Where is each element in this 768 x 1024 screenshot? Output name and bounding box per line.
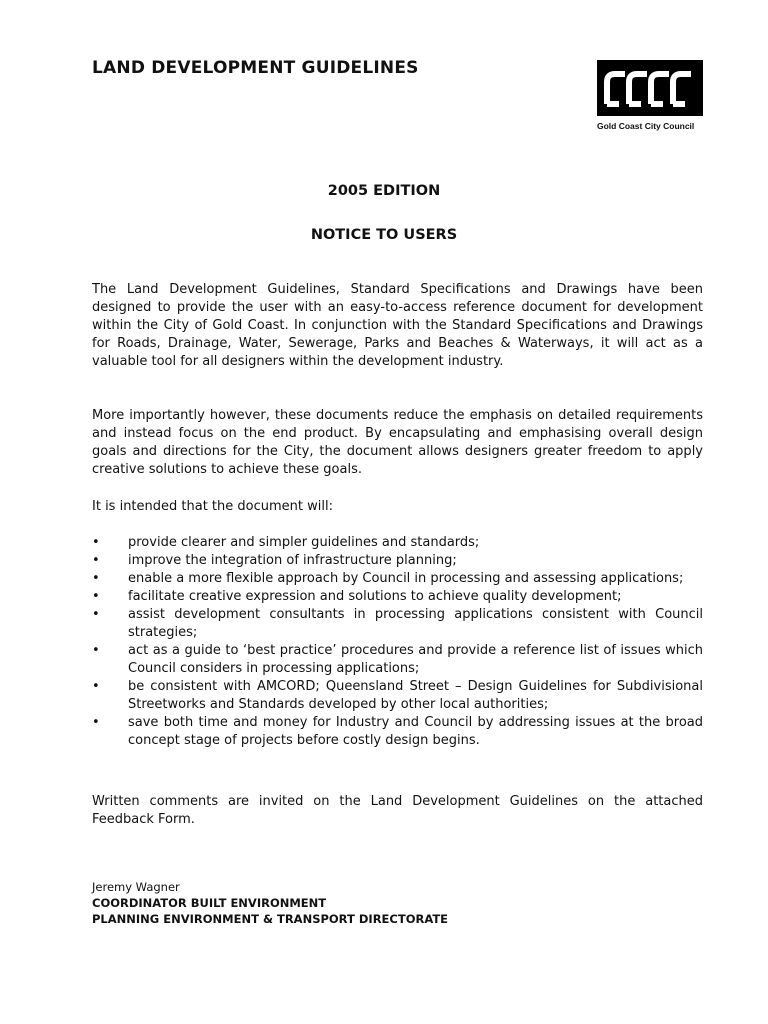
bullet-icon: • xyxy=(92,571,100,586)
wave-mark-logo-icon xyxy=(597,60,703,116)
list-item-text: enable a more flexible approach by Council in processing and assessing applications; xyxy=(128,571,684,586)
logo-caption: Gold Coast City Council xyxy=(597,121,695,131)
edition-heading: 2005 EDITION xyxy=(327,183,441,199)
intended-paragraph: It is intended that the document will: xyxy=(92,499,333,514)
council-logo xyxy=(597,60,709,140)
bullet-icon: • xyxy=(92,553,100,568)
list-item-text: save both time and money for Industry and Council by addressing issues at the broad concept stage of projects before costly design begins. xyxy=(128,715,703,748)
list-item xyxy=(92,642,703,678)
document-title: LAND DEVELOPMENT GUIDELINES xyxy=(92,58,419,78)
list-item xyxy=(92,678,703,714)
list-item-text: be consistent with AMCORD; Queensland Street – Design Guidelines for Subdivisional Streetworks and Standards developed by other local authorities; xyxy=(128,679,703,712)
emphasis-paragraph: More importantly however, these documents reduce the emphasis on detailed requirements and instead focus on the end product. By encapsulating and emphasising overall design goals and directions for the City, the document allows designers greater freedom to apply creative solutions to achieve these goals. xyxy=(92,408,703,477)
notice-heading: NOTICE TO USERS xyxy=(310,227,458,243)
objectives-list xyxy=(92,534,703,750)
bullet-icon: • xyxy=(92,589,100,604)
list-item xyxy=(92,570,703,588)
list-item xyxy=(92,534,703,552)
list-item xyxy=(92,606,703,642)
signature-block xyxy=(92,879,448,927)
list-item-text: improve the integration of infrastructure planning; xyxy=(128,553,457,568)
list-item xyxy=(92,588,703,606)
list-item xyxy=(92,552,703,570)
signatory-name: Jeremy Wagner xyxy=(92,880,180,894)
bullet-icon: • xyxy=(92,643,100,658)
bullet-icon: • xyxy=(92,715,100,730)
bullet-icon: • xyxy=(92,535,100,550)
list-item-text: act as a guide to ‘best practice’ procedures and provide a reference list of issues which Council considers in processing applications; xyxy=(128,643,703,676)
list-item-text: provide clearer and simpler guidelines and standards; xyxy=(128,535,480,550)
list-item xyxy=(92,714,703,750)
comments-paragraph: Written comments are invited on the Land Development Guidelines on the attached Feedback Form. xyxy=(92,794,703,827)
bullet-icon: • xyxy=(92,679,100,694)
signatory-role: COORDINATOR BUILT ENVIRONMENT xyxy=(92,896,327,910)
intro-paragraph: The Land Development Guidelines, Standard Specifications and Drawings have been designed to provide the user with an easy-to-access reference document for development within the City of Gold Coast. In conjunction with the Standard Specifications and Drawings for Roads, Drainage, Water, Sewerage, Parks and Beaches & Waterways, it will act as a valuable tool for all designers within the development industry. xyxy=(92,282,703,369)
signatory-directorate: PLANNING ENVIRONMENT & TRANSPORT DIRECTORATE xyxy=(92,912,449,926)
list-item-text: assist development consultants in processing applications consistent with Council strategies; xyxy=(128,607,703,640)
list-item-text: facilitate creative expression and solutions to achieve quality development; xyxy=(128,589,622,604)
bullet-icon: • xyxy=(92,607,100,622)
